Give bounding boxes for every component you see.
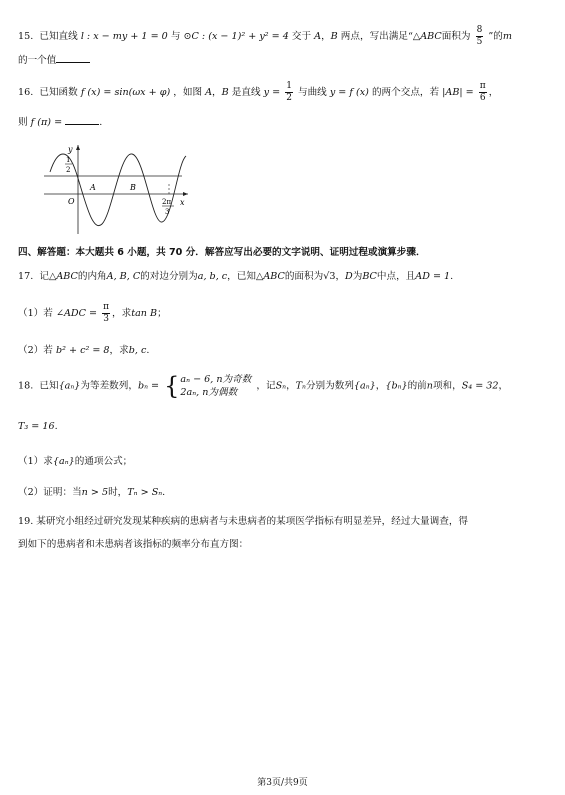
q17-text: .: [450, 271, 454, 282]
f-pi: f (π) =: [30, 117, 63, 128]
q18-text: ，记: [256, 380, 276, 392]
q17-text: 的面积为: [284, 271, 324, 282]
q17-text: 的对边分别为: [140, 271, 198, 282]
frac-den: 3: [103, 314, 109, 324]
q18-text: .: [162, 487, 166, 498]
y-axis-arrow: [76, 145, 80, 150]
q15-text: ”的: [488, 31, 503, 42]
frac-num: π: [103, 302, 110, 312]
q18-text: .: [54, 421, 58, 432]
q17-text: （1）若: [18, 308, 53, 319]
q15-text: 的一个值: [18, 55, 57, 66]
case-odd: aₙ − 6, n为奇数: [180, 374, 252, 385]
q18-part1: [18, 453, 132, 467]
q18-line1: [18, 373, 508, 399]
q16-text: .: [99, 117, 103, 128]
frac-num: 1: [286, 81, 292, 91]
section-heading: 四、解答题：本大题共 6 小题，共 70 分．解答应写出必要的文字说明、证明过程或演算步骤．: [18, 247, 426, 258]
line-equation: l : x − my + 1 = 0: [80, 31, 168, 42]
point-a: A: [314, 31, 322, 42]
q18-text: ，: [375, 380, 386, 392]
piecewise: [164, 373, 251, 399]
q15-text: ，: [321, 31, 331, 42]
q18-text: 的前: [407, 380, 427, 392]
triangle-abc: △ABC: [412, 31, 442, 42]
case-even: 2aₙ, n为偶数: [180, 387, 238, 398]
q17-text: ，: [335, 271, 346, 282]
point-b-label: B: [130, 183, 136, 192]
q18-text: 已知: [39, 380, 59, 392]
fraction-pi-6: [479, 82, 487, 103]
q17-text: 中点，且: [376, 271, 416, 282]
b2-c2-eq: b² + c² = 8: [55, 345, 110, 356]
point-d: D: [345, 271, 353, 282]
curve-eq: y = f (x): [329, 87, 369, 98]
q16-text: 则: [18, 117, 28, 128]
var-m: m: [502, 31, 512, 42]
question-number: 18.: [18, 380, 34, 392]
q17-text: 的内角: [77, 271, 107, 282]
q18-text: 项和，: [432, 380, 462, 392]
q15-text: 交于: [291, 31, 312, 42]
frac-den: 6: [479, 93, 486, 103]
answer-blank: [65, 114, 99, 125]
q18-text: ，: [286, 380, 296, 392]
q17-text: 为: [352, 271, 363, 282]
frac-den: 5: [476, 37, 483, 47]
point-b: B: [330, 31, 338, 42]
q16-text: 的两个交点，若: [371, 87, 440, 98]
q15-text: 与: [170, 31, 181, 42]
point-a-label: A: [90, 183, 96, 192]
fraction-half: [285, 82, 293, 103]
q19-line1: 19. 某研究小组经过研究发现某种疾病的患病者与未患病者的某项医学指标有明显差异，经过大量调查，得: [18, 516, 469, 527]
seq-a: {aₙ}: [58, 380, 81, 392]
t3-eq: T₃ = 16: [18, 421, 55, 432]
q16-line1: [18, 82, 498, 103]
var-n: n: [426, 380, 433, 392]
origin-label: O: [68, 197, 75, 206]
q16-text: ，如图: [173, 87, 203, 98]
answer-blank: [56, 52, 90, 63]
tick-den: 3: [165, 208, 170, 216]
ab-length: |AB| =: [442, 87, 474, 98]
seq-a: {aₙ}: [353, 380, 376, 392]
x-axis-label: x: [180, 198, 185, 207]
q17-text: ，求: [109, 345, 129, 356]
point-b: B: [221, 87, 229, 98]
triangle-abc: △ABC: [48, 271, 78, 282]
q16-text: 已知函数: [39, 87, 78, 98]
q17-text: ，求: [112, 308, 132, 319]
fraction-8-5: [476, 26, 484, 47]
frac-num: π: [479, 81, 486, 91]
q16-text: ，: [488, 87, 499, 98]
q17-line1: [18, 268, 453, 282]
half-den: 2: [66, 166, 71, 174]
q17-text: 记: [39, 271, 49, 282]
tan-b: tan B: [131, 308, 158, 319]
cases: [180, 373, 251, 399]
sides: a, b, c: [197, 271, 228, 282]
x-axis-arrow: [183, 192, 188, 196]
q18-text: 时，: [108, 487, 128, 498]
frac-num: 8: [476, 25, 483, 35]
q15-text: 面积为: [441, 31, 471, 42]
y-axis-label: y: [68, 145, 73, 154]
q18-text: （1）求: [18, 456, 53, 467]
q18-text: 分别为数列: [305, 380, 354, 392]
bn-def: bₙ =: [137, 380, 160, 392]
frac-den: 2: [286, 93, 292, 103]
q17-text: .: [146, 345, 150, 356]
seq-a: {aₙ}: [52, 456, 75, 467]
question-number: 17.: [18, 271, 34, 282]
q15-line2: [18, 52, 90, 66]
sn: Sₙ: [275, 380, 287, 392]
q17-text: ；: [157, 308, 167, 319]
question-number: 16.: [18, 87, 34, 98]
q16-text: ，: [212, 87, 222, 98]
q18-text: 的通项公式；: [74, 456, 133, 467]
q15-text: 两点，写出满足“: [340, 31, 413, 42]
tn-gt-sn: Tₙ > Sₙ: [127, 487, 163, 498]
q18-text: ，: [498, 380, 509, 392]
q17-text: ，已知: [227, 271, 256, 282]
q15-text: 已知直线: [39, 31, 78, 42]
n-gt-5: n > 5: [81, 487, 109, 498]
ad-eq: AD = 1: [415, 271, 451, 282]
question-number: 15.: [18, 31, 34, 42]
q16-text: 与曲线: [297, 87, 327, 98]
half-num: 1: [66, 156, 71, 164]
q17-part2: [18, 342, 149, 356]
q16-line2: [18, 114, 102, 128]
q15-line1: [18, 26, 512, 47]
tick-num: 2π: [162, 198, 172, 206]
tn: Tₙ: [295, 380, 306, 392]
q18-text: 为等差数列，: [80, 380, 138, 392]
point-a: A: [205, 87, 213, 98]
function-def: f (x) = sin(ωx + φ): [80, 87, 171, 98]
brace-symbol: {: [164, 372, 180, 400]
angles: A, B, C: [106, 271, 141, 282]
s4-eq: S₄ = 32: [461, 380, 499, 392]
q18-line2: [18, 421, 58, 432]
segment-bc: BC: [362, 271, 377, 282]
vars-bc: b, c: [128, 345, 147, 356]
sqrt-3: √3: [323, 271, 336, 282]
fraction-pi-3: [102, 303, 110, 324]
circle-equation: ⊙C : (x − 1)² + y² = 4: [183, 31, 289, 42]
angle-adc: ∠ADC =: [55, 308, 98, 319]
seq-b: {bₙ}: [385, 380, 408, 392]
q17-part1: [18, 303, 167, 324]
sine-graph-figure: [42, 142, 192, 237]
q16-text: 是直线: [231, 87, 261, 98]
page-footer: 第3页/共9页: [257, 778, 308, 788]
q18-text: （2）证明：当: [18, 487, 82, 498]
q18-part2: [18, 484, 165, 498]
q17-text: （2）若: [18, 345, 53, 356]
triangle-abc: △ABC: [255, 271, 285, 282]
q19-line2: 到如下的患病者和未患病者该指标的频率分布直方图：: [18, 539, 249, 550]
line-y: y =: [263, 87, 281, 98]
